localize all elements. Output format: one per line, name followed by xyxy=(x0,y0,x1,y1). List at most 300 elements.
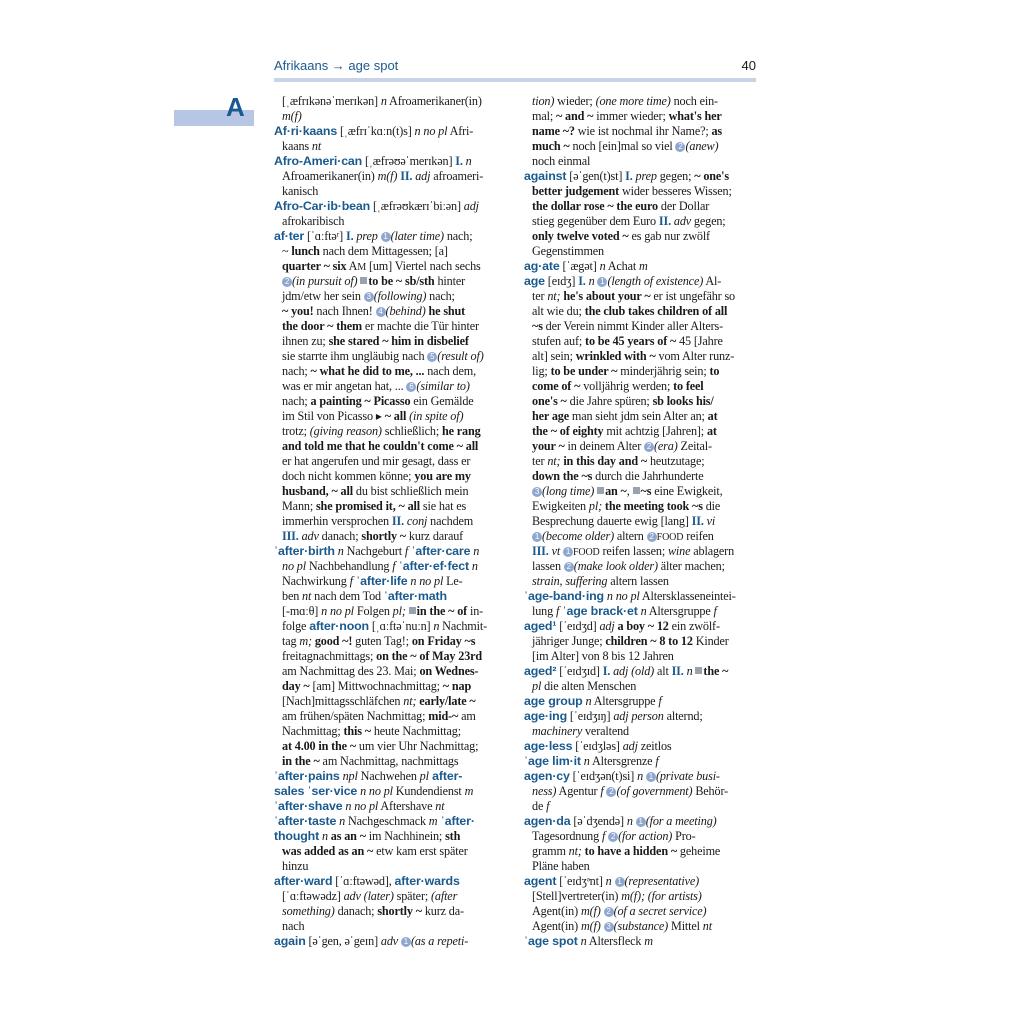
entry-text: lig; xyxy=(532,364,551,378)
headword: thought xyxy=(274,829,320,843)
entry-text: the door ~ them xyxy=(282,319,363,333)
entry-text: 45 [Jahre xyxy=(676,334,723,348)
entry-text: [um] Viertel nach sechs xyxy=(366,259,481,273)
entry-line xyxy=(524,814,756,829)
entry-text: trotz; xyxy=(282,424,310,438)
entry-text: [am] Mittwochnachmittag; xyxy=(309,679,443,693)
headword: ˈafter·birth xyxy=(274,544,335,558)
entry-text: as xyxy=(711,124,723,138)
entry-text: gegen; xyxy=(691,214,726,228)
headword: ˈafter·shave xyxy=(274,799,343,813)
entry-line xyxy=(274,229,506,244)
entry-line xyxy=(274,874,506,889)
entry-text: Behör- xyxy=(692,784,729,798)
headword: ˈage spot xyxy=(524,934,578,948)
entry-line xyxy=(524,739,756,754)
entry-continuation xyxy=(524,679,756,694)
entry-text: Nachgeburt xyxy=(343,544,405,558)
sense-number-badge: 3 xyxy=(364,292,374,302)
part-number: II. xyxy=(671,664,687,678)
entry-continuation xyxy=(524,454,756,469)
entry-text: [ˈɑːftəwədz] xyxy=(282,889,344,903)
entry-text: to be ~ sb/sth xyxy=(368,274,435,288)
entry-text: the dollar rose ~ the euro xyxy=(532,199,658,213)
entry-text: nach dem, xyxy=(424,364,476,378)
page-number: 40 xyxy=(741,58,756,73)
sense-number-badge: 2 xyxy=(647,532,657,542)
entry-text: Afri- xyxy=(447,124,474,138)
entry-text: f xyxy=(404,544,409,558)
headword: ˈafter·ef·fect xyxy=(395,559,469,573)
entry-text: f xyxy=(658,694,662,708)
part-number: II. xyxy=(691,514,707,528)
entry-continuation xyxy=(524,424,756,439)
entry-text: stufen auf; xyxy=(532,334,586,348)
entry-text: n no pl xyxy=(342,799,379,813)
entry-text: geheime xyxy=(677,844,721,858)
entry-text: ~ nap xyxy=(442,679,472,693)
entry-text: lung xyxy=(532,604,556,618)
entry-text: what's her xyxy=(668,109,722,123)
entry-text: schließlich; xyxy=(381,424,443,438)
entry-continuation xyxy=(274,424,506,439)
entry-continuation xyxy=(274,304,506,319)
entry-continuation xyxy=(524,379,756,394)
entry-text: altern xyxy=(614,529,647,543)
entry-text: npl xyxy=(339,769,358,783)
entry-text: n xyxy=(580,754,590,768)
entry-text: Nachmittag; xyxy=(282,724,344,738)
entry-text: kurz da- xyxy=(421,904,464,918)
entry-continuation xyxy=(524,94,756,109)
entry-continuation xyxy=(524,319,756,334)
entry-continuation xyxy=(274,889,506,904)
entry-text: adj xyxy=(415,169,431,183)
sense-number-badge: 2 xyxy=(564,562,574,572)
entry-text: adj xyxy=(613,664,629,678)
entry-text: heutzutage; xyxy=(647,454,705,468)
entry-continuation xyxy=(274,679,506,694)
entry-text: [eɪdʒ] xyxy=(544,274,579,288)
entry-text: sie starrte ihm ungläubig nach xyxy=(282,349,428,363)
entry-text: person xyxy=(631,709,664,723)
entry-text: jdm/etw her sein xyxy=(282,289,364,303)
entry-text: Besprechung dauerte ewig [lang] xyxy=(532,514,692,528)
headword: ˈage lim·it xyxy=(524,754,581,768)
entry-text: die alten Menschen xyxy=(541,679,637,693)
entry-text: kanisch xyxy=(282,184,319,198)
entry-continuation xyxy=(274,664,506,679)
entry-text: m(f) xyxy=(377,169,398,183)
entry-text: to xyxy=(709,364,720,378)
entry-text: lunch xyxy=(291,244,320,258)
headword: ˈafter·pains xyxy=(274,769,340,783)
entry-text: in- xyxy=(467,604,484,618)
entry-text: (become older) xyxy=(542,529,615,543)
entry-text: durch die Jahrhunderte xyxy=(592,469,704,483)
sense-number-badge: 2 xyxy=(604,907,614,917)
left-column xyxy=(274,94,506,949)
entry-text: the ~ of eighty xyxy=(532,424,604,438)
entry-text: man sieht jdm sein Alter an; xyxy=(568,409,708,423)
entry-text: Altersgrenze xyxy=(589,754,656,768)
idiom-marker-icon xyxy=(409,607,416,614)
entry-text: im Stil von Picasso ▸ xyxy=(282,409,385,423)
entry-text: nt; xyxy=(547,289,561,303)
entry-continuation xyxy=(274,649,506,664)
entry-text: n xyxy=(380,94,387,108)
entry-text: n no pl xyxy=(357,784,393,798)
entry-text: the club takes children of all xyxy=(584,304,728,318)
entry-text: adj xyxy=(613,709,629,723)
entry-text: one's ~ xyxy=(532,394,567,408)
entry-text: nach; xyxy=(443,229,473,243)
entry-text: gegen; xyxy=(656,169,695,183)
entry-text: hinzu xyxy=(282,859,309,873)
entry-text: he shut xyxy=(428,304,466,318)
entry-text: no pl xyxy=(282,559,306,573)
part-number: I. xyxy=(625,169,636,183)
entry-text: m(f) xyxy=(580,919,601,933)
entry-line xyxy=(524,274,756,289)
sense-number-badge: 3 xyxy=(532,487,542,497)
entry-continuation xyxy=(274,709,506,724)
headword: sales ˈser·vice xyxy=(274,784,358,798)
entry-text: machinery xyxy=(532,724,583,738)
entry-text: f xyxy=(713,604,717,618)
entry-text: f xyxy=(349,574,353,588)
entry-text: (make look older) xyxy=(573,559,658,573)
entry-text: only twelve voted ~ xyxy=(532,229,629,243)
entry-continuation xyxy=(274,394,506,409)
entry-text: am xyxy=(458,709,476,723)
headword: after·noon xyxy=(309,619,369,633)
entry-text: ~ and ~ xyxy=(555,109,594,123)
entry-text: (as a repeti- xyxy=(410,934,469,948)
entry-text: f xyxy=(655,754,659,768)
entry-text: Nachwirkung xyxy=(282,574,350,588)
entry-text: shortly ~ xyxy=(377,904,422,918)
entry-text: vom Alter runz- xyxy=(655,349,735,363)
entry-text: in the ~ of xyxy=(416,604,468,618)
entry-continuation xyxy=(524,214,756,229)
entry-text: zeitlos xyxy=(637,739,672,753)
entry-text: (old) xyxy=(628,664,655,678)
entry-text: was added as an ~ xyxy=(282,844,374,858)
entry-text: (following) xyxy=(373,289,427,303)
sense-number-badge: 1 xyxy=(615,877,625,887)
entry-text: (representative) xyxy=(624,874,700,888)
entry-text: you are my xyxy=(414,469,471,483)
entry-continuation xyxy=(274,484,506,499)
entry-text: Agentur xyxy=(556,784,601,798)
entry-continuation xyxy=(274,694,506,709)
entry-text: better judgement xyxy=(532,184,620,198)
entry-continuation xyxy=(524,184,756,199)
entry-text: alt wie du; xyxy=(532,304,585,318)
entry-text: at xyxy=(706,424,717,438)
entry-text: Kundendienst xyxy=(392,784,465,798)
entry-text: a painting ~ Picasso xyxy=(310,394,411,408)
entry-text: as an ~ xyxy=(330,829,366,843)
headword: after- xyxy=(428,769,463,783)
entry-text: n no pl xyxy=(414,124,448,138)
entry-text: [ˈeɪdʒᵊnt] xyxy=(556,874,606,888)
entry-text: your ~ xyxy=(532,439,565,453)
entry-text: at xyxy=(707,409,718,423)
entry-line xyxy=(524,874,756,889)
headword: Afro-Ameri·can xyxy=(274,154,363,168)
entry-continuation xyxy=(524,349,756,364)
entry-text: Agent(in) xyxy=(532,919,581,933)
entry-text: A xyxy=(346,259,358,273)
entry-text: reifen lassen; xyxy=(599,544,668,558)
part-number: II. xyxy=(391,514,407,528)
entry-text: (of a secret service) xyxy=(613,904,707,918)
entry-continuation xyxy=(524,364,756,379)
entry-text: f xyxy=(392,559,396,573)
headword: after·ward xyxy=(274,874,333,888)
entry-continuation xyxy=(274,634,506,649)
headword: again xyxy=(274,934,306,948)
entry-text: nt; xyxy=(547,454,561,468)
entry-text: she stared ~ him in disbelief xyxy=(328,334,469,348)
sense-number-badge: 1 xyxy=(646,772,656,782)
entry-text: heute Nachmittag; xyxy=(370,724,461,738)
entry-text: nt; xyxy=(568,844,582,858)
entry-text: n xyxy=(336,814,346,828)
entry-text: ~ xyxy=(282,244,292,258)
entry-text: Nachbehandlung xyxy=(305,559,393,573)
entry-text: Zeital- xyxy=(677,439,712,453)
entry-text: [əˈdʒendə] xyxy=(570,814,627,828)
entry-text: freitagnachmittags; xyxy=(282,649,377,663)
entry-text: er machte die Tür hinter xyxy=(362,319,479,333)
entry-text: wider besseres Wissen; xyxy=(619,184,732,198)
sense-number-badge: 2 xyxy=(608,832,618,842)
entry-text: adj xyxy=(463,199,479,213)
sense-number-badge: 1 xyxy=(401,937,411,947)
entry-continuation xyxy=(524,304,756,319)
headword: Afro-Car·ib·bean xyxy=(274,199,371,213)
entry-text: [ˈɑːftəwəd], xyxy=(332,874,395,888)
entry-text: doch nicht kommen könne; xyxy=(282,469,415,483)
entry-text: m xyxy=(639,259,648,273)
entry-line xyxy=(524,754,756,769)
entry-text: (for a meeting) xyxy=(645,814,717,828)
entry-text: Gegenstimmen xyxy=(532,244,604,258)
entry-text: Al- xyxy=(703,274,722,288)
entry-text: später; xyxy=(393,889,431,903)
entry-text: ness) xyxy=(532,784,557,798)
entry-continuation xyxy=(524,394,756,409)
entry-text: sie hat es xyxy=(420,499,467,513)
headword: age·less xyxy=(524,739,573,753)
entry-continuation xyxy=(524,544,756,559)
idiom-marker-icon xyxy=(597,487,604,494)
entry-text: [Stell]vertreter(in) xyxy=(532,889,622,903)
entry-text: he's about your ~ xyxy=(563,289,651,303)
entry-text: Agent(in) xyxy=(532,904,581,918)
page-header xyxy=(274,58,756,76)
entry-text: Mittel xyxy=(668,919,703,933)
entry-text: eine Ewigkeit, xyxy=(651,484,723,498)
sense-number-badge: 2 xyxy=(675,142,685,152)
entry-text: in this day and ~ xyxy=(563,454,648,468)
entry-text: n xyxy=(465,154,472,168)
entry-text: was er mir angetan hat, ... xyxy=(282,379,407,393)
entry-continuation xyxy=(524,784,756,799)
entry-text: folge xyxy=(282,619,310,633)
entry-text: [-mɑːθ] xyxy=(282,604,322,618)
part-number: I. xyxy=(602,664,614,678)
entry-text: vi xyxy=(706,514,716,528)
entry-text: he rang xyxy=(442,424,481,438)
entry-continuation xyxy=(274,289,506,304)
sense-number-badge: 1 xyxy=(597,277,607,287)
entry-text: (later) xyxy=(360,889,394,903)
entry-continuation xyxy=(274,559,506,574)
entry-text: die xyxy=(702,499,721,513)
thumb-index-letter: A xyxy=(226,92,245,122)
entry-text: lassen xyxy=(532,559,564,573)
entry-text: , xyxy=(626,484,633,498)
entry-text: kurz darauf xyxy=(405,529,464,543)
entry-continuation xyxy=(274,604,506,619)
entry-text: gramm xyxy=(532,844,569,858)
headword: agen·cy xyxy=(524,769,570,783)
entry-continuation xyxy=(274,754,506,769)
entry-text: danach; xyxy=(318,529,362,543)
entry-continuation xyxy=(524,889,756,904)
entry-line xyxy=(524,664,756,679)
entry-continuation xyxy=(524,469,756,484)
entry-continuation xyxy=(274,169,506,184)
headword: agen·da xyxy=(524,814,571,828)
entry-text: wie ist nochmal ihr Name?; xyxy=(574,124,712,138)
entry-text: m; xyxy=(299,634,312,648)
entry-continuation xyxy=(274,334,506,349)
entry-text: m xyxy=(428,814,438,828)
entry-text: n xyxy=(433,619,440,633)
entry-text: to be under ~ xyxy=(550,364,618,378)
entry-text: FOOD xyxy=(572,547,600,558)
entry-text: Afroamerikaner(in) xyxy=(282,169,378,183)
entry-text: Mann; xyxy=(282,499,316,513)
entry-text: n xyxy=(637,769,646,783)
entry-line xyxy=(274,814,506,829)
entry-text: (in spite of) xyxy=(406,409,464,423)
entry-text: n xyxy=(334,544,344,558)
entry-continuation xyxy=(274,589,506,604)
entry-text: stieg gegenüber dem Euro xyxy=(532,214,659,228)
entry-text: to be 45 years of ~ xyxy=(585,334,677,348)
entry-continuation xyxy=(274,529,506,544)
entry-line xyxy=(274,799,506,814)
entry-text: ~s xyxy=(640,484,652,498)
sense-number-badge: 1 xyxy=(381,232,391,242)
entry-text: (one more time) xyxy=(595,94,671,108)
entry-text: Le- xyxy=(443,574,463,588)
entry-text: jähriger Junge; xyxy=(532,634,606,648)
entry-text: nach Ihnen! xyxy=(313,304,376,318)
entry-text: [ˌæfrɪˈkɑːn(t)s] xyxy=(337,124,415,138)
sense-number-badge: 1 xyxy=(532,532,542,542)
idiom-marker-icon xyxy=(695,667,702,674)
headword: against xyxy=(524,169,567,183)
entry-continuation xyxy=(274,724,506,739)
entry-text: volljährig werden; xyxy=(580,379,674,393)
entry-text: (behind) xyxy=(385,304,429,318)
sense-number-badge: 1 xyxy=(563,547,573,557)
entry-continuation xyxy=(274,469,506,484)
entry-line xyxy=(524,934,756,949)
entry-text: an ~ xyxy=(605,484,627,498)
entry-continuation xyxy=(524,904,756,919)
entry-text: (long time) xyxy=(542,484,598,498)
entry-text: nt; xyxy=(403,694,417,708)
entry-continuation xyxy=(274,454,506,469)
entry-line xyxy=(274,784,506,799)
entry-continuation xyxy=(274,94,506,109)
entry-text: nach dem Mittagessen; [a] xyxy=(319,244,448,258)
entry-text: er hat angerufen und mir gesagt, dass er xyxy=(282,454,471,468)
entry-text: (after xyxy=(430,889,458,903)
entry-line xyxy=(524,589,756,604)
headword: Af·ri·kaans xyxy=(274,124,338,138)
sense-number-badge: 4 xyxy=(376,307,386,317)
entry-text: nach; xyxy=(282,364,311,378)
entry-continuation xyxy=(524,604,756,619)
entry-line xyxy=(524,169,756,184)
entry-continuation xyxy=(274,214,506,229)
entry-text: Pläne haben xyxy=(532,859,590,873)
entry-text: [ˌæfrəʊəˈmerɪkən] xyxy=(362,154,456,168)
headword: ˈafter·life xyxy=(352,574,408,588)
entry-text: sb looks his/ xyxy=(652,394,714,408)
entry-text: [Nach]mittagsschläfchen xyxy=(282,694,404,708)
entry-text: prep xyxy=(635,169,657,183)
entry-text: Altersgruppe xyxy=(646,604,714,618)
headword: aged² xyxy=(524,664,557,678)
entry-text: her age xyxy=(532,409,569,423)
entry-text: n xyxy=(686,664,696,678)
entry-continuation xyxy=(274,379,506,394)
entry-text: nach; xyxy=(426,289,455,303)
headword: age·ing xyxy=(524,709,568,723)
entry-line xyxy=(274,124,506,139)
entry-line xyxy=(274,154,506,169)
entry-text: strain, suffering xyxy=(532,574,608,588)
entry-text: mal; xyxy=(532,109,556,123)
entry-text: children ~ 8 to 12 xyxy=(605,634,693,648)
entry-text: name ~? xyxy=(532,124,575,138)
entry-text: [ˈægət] xyxy=(559,259,600,273)
entry-continuation xyxy=(274,319,506,334)
entry-text: [ˈeɪdʒɪd] xyxy=(556,664,603,678)
entry-text: nt xyxy=(435,799,445,813)
entry-text: n xyxy=(637,604,647,618)
entry-text: n xyxy=(626,814,636,828)
sense-number-badge: 2 xyxy=(606,787,616,797)
entry-text: (in pursuit of) xyxy=(292,274,361,288)
entry-text: Nachwehen xyxy=(357,769,420,783)
entry-text: come of ~ xyxy=(532,379,581,393)
entry-text: vt xyxy=(551,544,563,558)
entry-continuation xyxy=(274,574,506,589)
entry-text: er ist ungefähr so xyxy=(650,289,735,303)
entry-text: m(f); xyxy=(621,889,645,903)
